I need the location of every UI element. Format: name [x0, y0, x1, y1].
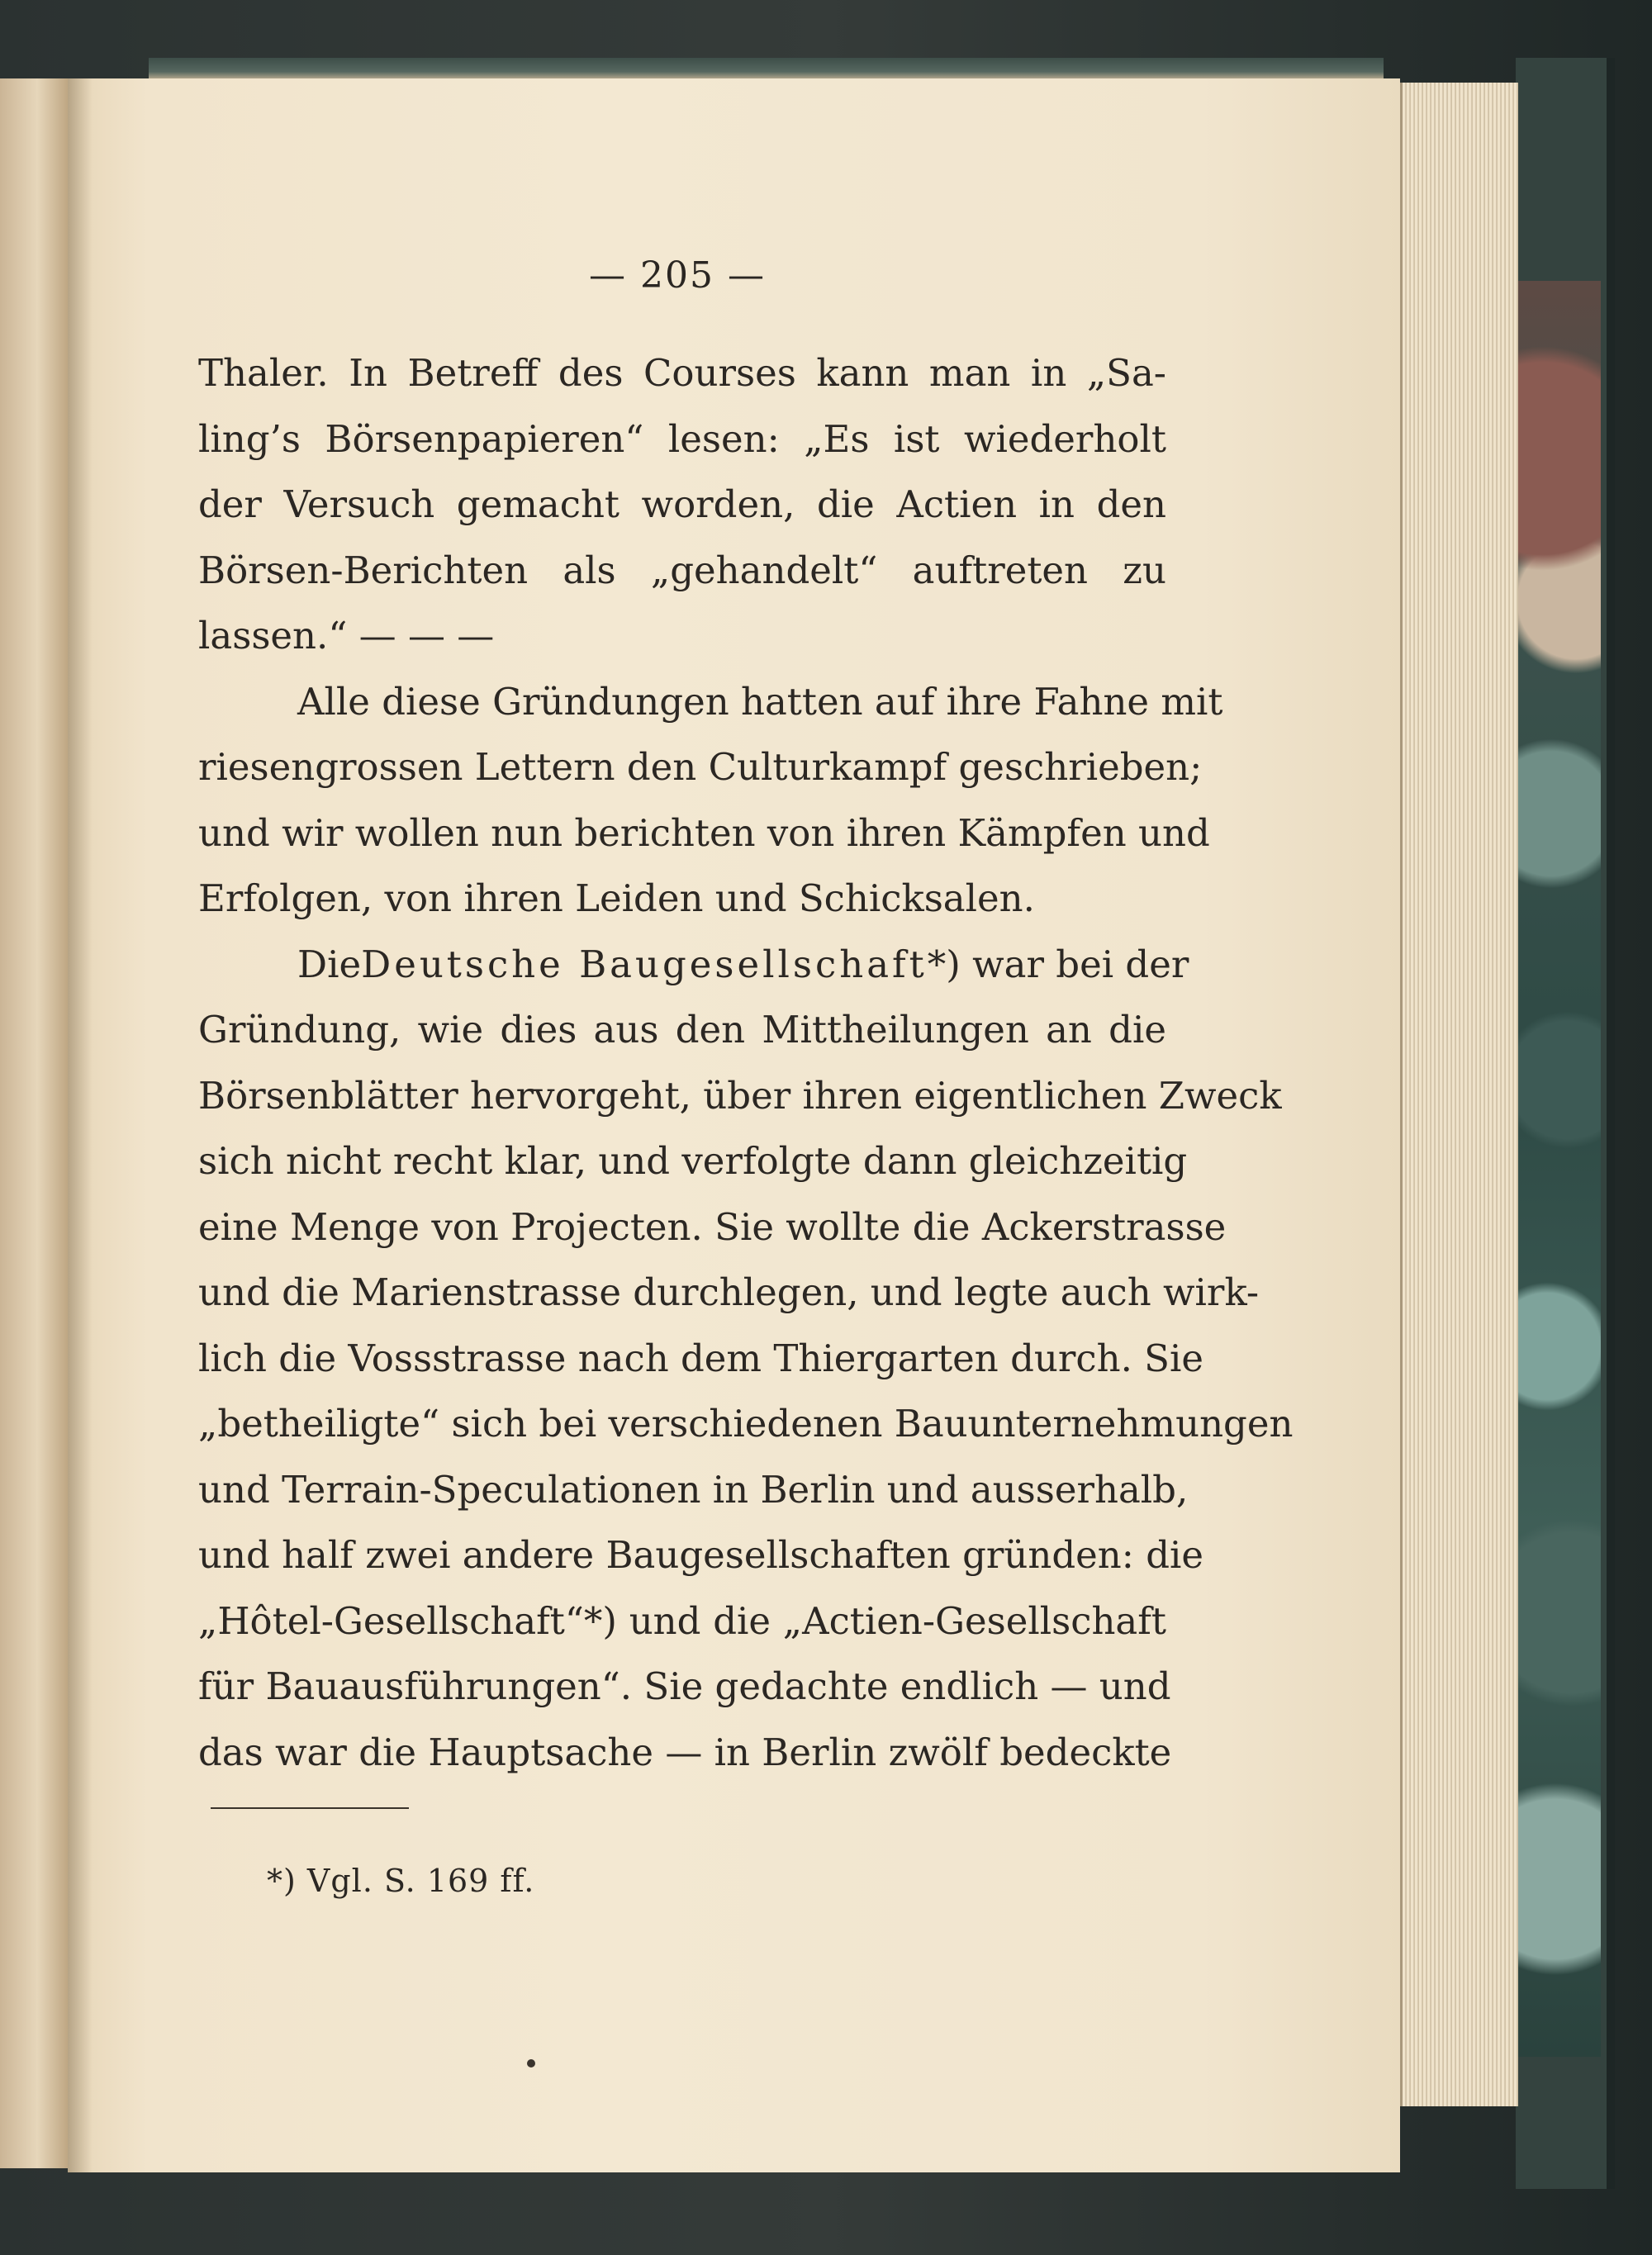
text-line — [198, 932, 1189, 998]
text-line: Börsen-Berichten als „gehandelt“ auftreten zu — [198, 548, 1166, 592]
text-line: Erfolgen, von ihren Leiden und Schicksalen. — [198, 876, 1035, 920]
text-line: riesengrossen Lettern den Culturkampf geschrieben; — [198, 745, 1203, 789]
text-line: Gründung, wie dies aus den Mittheilungen an die — [198, 1008, 1166, 1052]
text-line: und wir wollen nun berichten von ihren Kämpfen und — [198, 810, 1210, 855]
footnote-rule — [211, 1807, 409, 1809]
footnote: *) Vgl. S. 169 ff. — [267, 1863, 535, 1899]
text-line: ling’s Börsenpapieren“ lesen: „Es ist wiederholt — [198, 416, 1166, 461]
emphasized-name: Deutsche Baugesellschaft — [361, 942, 928, 986]
text-line: das war die Hauptsache — in Berlin zwölf bedeckte — [198, 1730, 1172, 1774]
text-line: „betheiligte“ sich bei verschiedenen Bauunternehmungen — [198, 1402, 1294, 1446]
top-binding-edge — [149, 58, 1384, 81]
gutter-shadow — [68, 78, 93, 2172]
marbled-endpaper — [1518, 281, 1601, 2057]
ink-speck — [527, 2059, 535, 2067]
text-run: *) war bei der — [927, 942, 1189, 986]
text-line: eine Menge von Projecten. Sie wollte die Ackerstrasse — [198, 1204, 1227, 1249]
text-line: „Hôtel-Gesellschaft“*) und die „Actien-Gesellschaft — [198, 1598, 1166, 1643]
text-line: und Terrain-Speculationen in Berlin und ausserhalb, — [198, 1467, 1189, 1512]
text-line: der Versuch gemacht worden, die Actien in den — [198, 482, 1166, 526]
text-line: Thaler. In Betreff des Courses kann man in „Sa- — [198, 351, 1166, 395]
page-block-edge — [1400, 83, 1518, 2106]
body-text — [198, 340, 1294, 1785]
facing-page-edge — [0, 78, 68, 2168]
text-line: lich die Vossstrasse nach dem Thiergarten durch. Sie — [198, 1336, 1204, 1380]
text-line: lassen.“ — — — — [198, 614, 495, 658]
text-run: Die — [297, 942, 362, 986]
text-line: Alle diese Gründungen hatten auf ihre Fahne mit — [297, 679, 1223, 724]
text-line: für Bauausführungen“. Sie gedachte endlich — und — [198, 1664, 1171, 1708]
text-line: und die Marienstrasse durchlegen, und legte auch wirk- — [198, 1270, 1260, 1314]
text-line: Börsenblätter hervorgeht, über ihren eigentlichen Zweck — [198, 1073, 1282, 1118]
text-line: sich nicht recht klar, und verfolgte dann gleichzeitig — [198, 1139, 1188, 1183]
page-number: — 205 — — [589, 254, 766, 297]
text-line: und half zwei andere Baugesellschaften gründen: die — [198, 1533, 1204, 1577]
